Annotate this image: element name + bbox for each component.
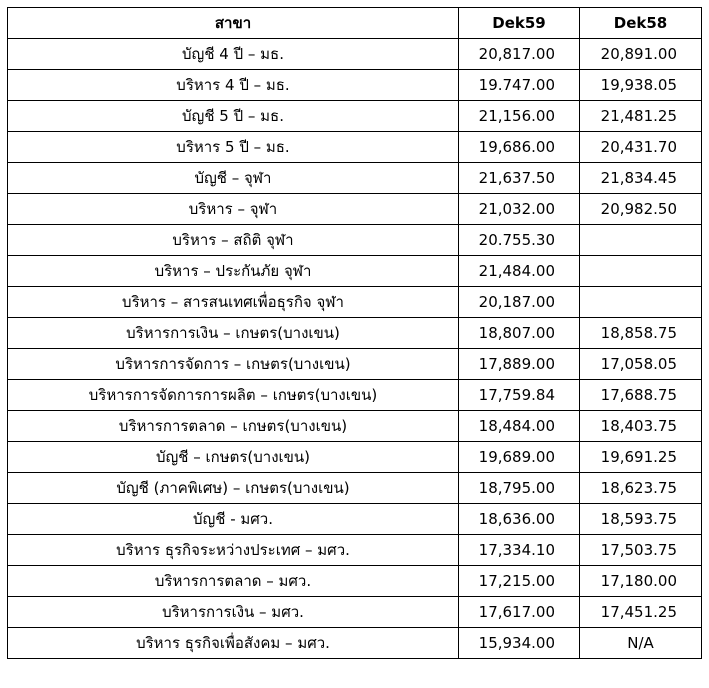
dek58-cell: 20,982.50 xyxy=(580,194,702,225)
dek59-cell: 18,807.00 xyxy=(459,318,580,349)
branch-cell: บริหาร – สารสนเทศเพื่อธุรกิจ จุฬา xyxy=(8,287,459,318)
table-row xyxy=(8,566,702,597)
branch-cell: บัญชี (ภาคพิเศษ) – เกษตร(บางเขน) xyxy=(8,473,459,504)
dek58-cell: 20,891.00 xyxy=(580,39,702,70)
branch-cell: บัญชี – จุฬา xyxy=(8,163,459,194)
dek59-cell: 18,484.00 xyxy=(459,411,580,442)
dek58-cell: N/A xyxy=(580,628,702,659)
dek58-cell: 17,058.05 xyxy=(580,349,702,380)
dek59-cell: 15,934.00 xyxy=(459,628,580,659)
dek59-cell: 20,187.00 xyxy=(459,287,580,318)
table-row xyxy=(8,132,702,163)
dek58-cell: 18,593.75 xyxy=(580,504,702,535)
table-row xyxy=(8,535,702,566)
dek59-cell: 21,156.00 xyxy=(459,101,580,132)
header-branch: สาขา xyxy=(8,8,459,39)
branch-cell: บัญชี 4 ปี – มธ. xyxy=(8,39,459,70)
dek58-cell: 21,481.25 xyxy=(580,101,702,132)
dek58-cell: 18,858.75 xyxy=(580,318,702,349)
branch-cell: บริหาร – ประกันภัย จุฬา xyxy=(8,256,459,287)
dek59-cell: 19,689.00 xyxy=(459,442,580,473)
dek58-cell: 18,403.75 xyxy=(580,411,702,442)
dek59-cell: 18,636.00 xyxy=(459,504,580,535)
table-row xyxy=(8,597,702,628)
table-row xyxy=(8,473,702,504)
branch-cell: บริหารการจัดการ – เกษตร(บางเขน) xyxy=(8,349,459,380)
branch-cell: บริหารการจัดการการผลิต – เกษตร(บางเขน) xyxy=(8,380,459,411)
dek59-cell: 19.747.00 xyxy=(459,70,580,101)
branch-cell: บริหาร – จุฬา xyxy=(8,194,459,225)
branch-cell: บัญชี 5 ปี – มธ. xyxy=(8,101,459,132)
header-dek59: Dek59 xyxy=(459,8,580,39)
branch-cell: บริหารการตลาด – มศว. xyxy=(8,566,459,597)
dek59-cell: 21,032.00 xyxy=(459,194,580,225)
branch-cell: บัญชี - มศว. xyxy=(8,504,459,535)
table-row xyxy=(8,442,702,473)
dek58-cell: 17,180.00 xyxy=(580,566,702,597)
dek58-cell: 19,691.25 xyxy=(580,442,702,473)
table-row xyxy=(8,101,702,132)
dek59-cell: 18,795.00 xyxy=(459,473,580,504)
dek59-cell: 19,686.00 xyxy=(459,132,580,163)
table-row xyxy=(8,349,702,380)
header-row xyxy=(8,8,702,39)
branch-cell: บริหาร ธุรกิจระหว่างประเทศ – มศว. xyxy=(8,535,459,566)
dek58-cell: 21,834.45 xyxy=(580,163,702,194)
dek58-cell: 19,938.05 xyxy=(580,70,702,101)
dek59-cell: 17,759.84 xyxy=(459,380,580,411)
table-body xyxy=(8,39,702,659)
branch-cell: บริหาร ธุรกิจเพื่อสังคม – มศว. xyxy=(8,628,459,659)
dek59-cell: 21,484.00 xyxy=(459,256,580,287)
dek58-cell: 18,623.75 xyxy=(580,473,702,504)
dek58-cell: 17,503.75 xyxy=(580,535,702,566)
table-row xyxy=(8,411,702,442)
dek59-cell: 20.755.30 xyxy=(459,225,580,256)
dek58-cell xyxy=(580,256,702,287)
score-table xyxy=(7,7,702,659)
table-row xyxy=(8,256,702,287)
dek59-cell: 17,215.00 xyxy=(459,566,580,597)
dek59-cell: 17,334.10 xyxy=(459,535,580,566)
dek58-cell: 17,688.75 xyxy=(580,380,702,411)
branch-cell: บริหาร – สถิติ จุฬา xyxy=(8,225,459,256)
table-row xyxy=(8,225,702,256)
branch-cell: บริหารการเงิน – มศว. xyxy=(8,597,459,628)
table-row xyxy=(8,504,702,535)
branch-cell: บริหารการตลาด – เกษตร(บางเขน) xyxy=(8,411,459,442)
dek59-cell: 21,637.50 xyxy=(459,163,580,194)
header-dek58: Dek58 xyxy=(580,8,702,39)
table-row xyxy=(8,318,702,349)
dek59-cell: 20,817.00 xyxy=(459,39,580,70)
table-row xyxy=(8,70,702,101)
dek58-cell xyxy=(580,287,702,318)
dek59-cell: 17,889.00 xyxy=(459,349,580,380)
branch-cell: บริหารการเงิน – เกษตร(บางเขน) xyxy=(8,318,459,349)
table-row xyxy=(8,287,702,318)
dek58-cell: 17,451.25 xyxy=(580,597,702,628)
dek58-cell xyxy=(580,225,702,256)
dek59-cell: 17,617.00 xyxy=(459,597,580,628)
table-row xyxy=(8,628,702,659)
table-row xyxy=(8,39,702,70)
branch-cell: บริหาร 5 ปี – มธ. xyxy=(8,132,459,163)
table-row xyxy=(8,194,702,225)
dek58-cell: 20,431.70 xyxy=(580,132,702,163)
branch-cell: บริหาร 4 ปี – มธ. xyxy=(8,70,459,101)
branch-cell: บัญชี – เกษตร(บางเขน) xyxy=(8,442,459,473)
table-row xyxy=(8,380,702,411)
table-row xyxy=(8,163,702,194)
